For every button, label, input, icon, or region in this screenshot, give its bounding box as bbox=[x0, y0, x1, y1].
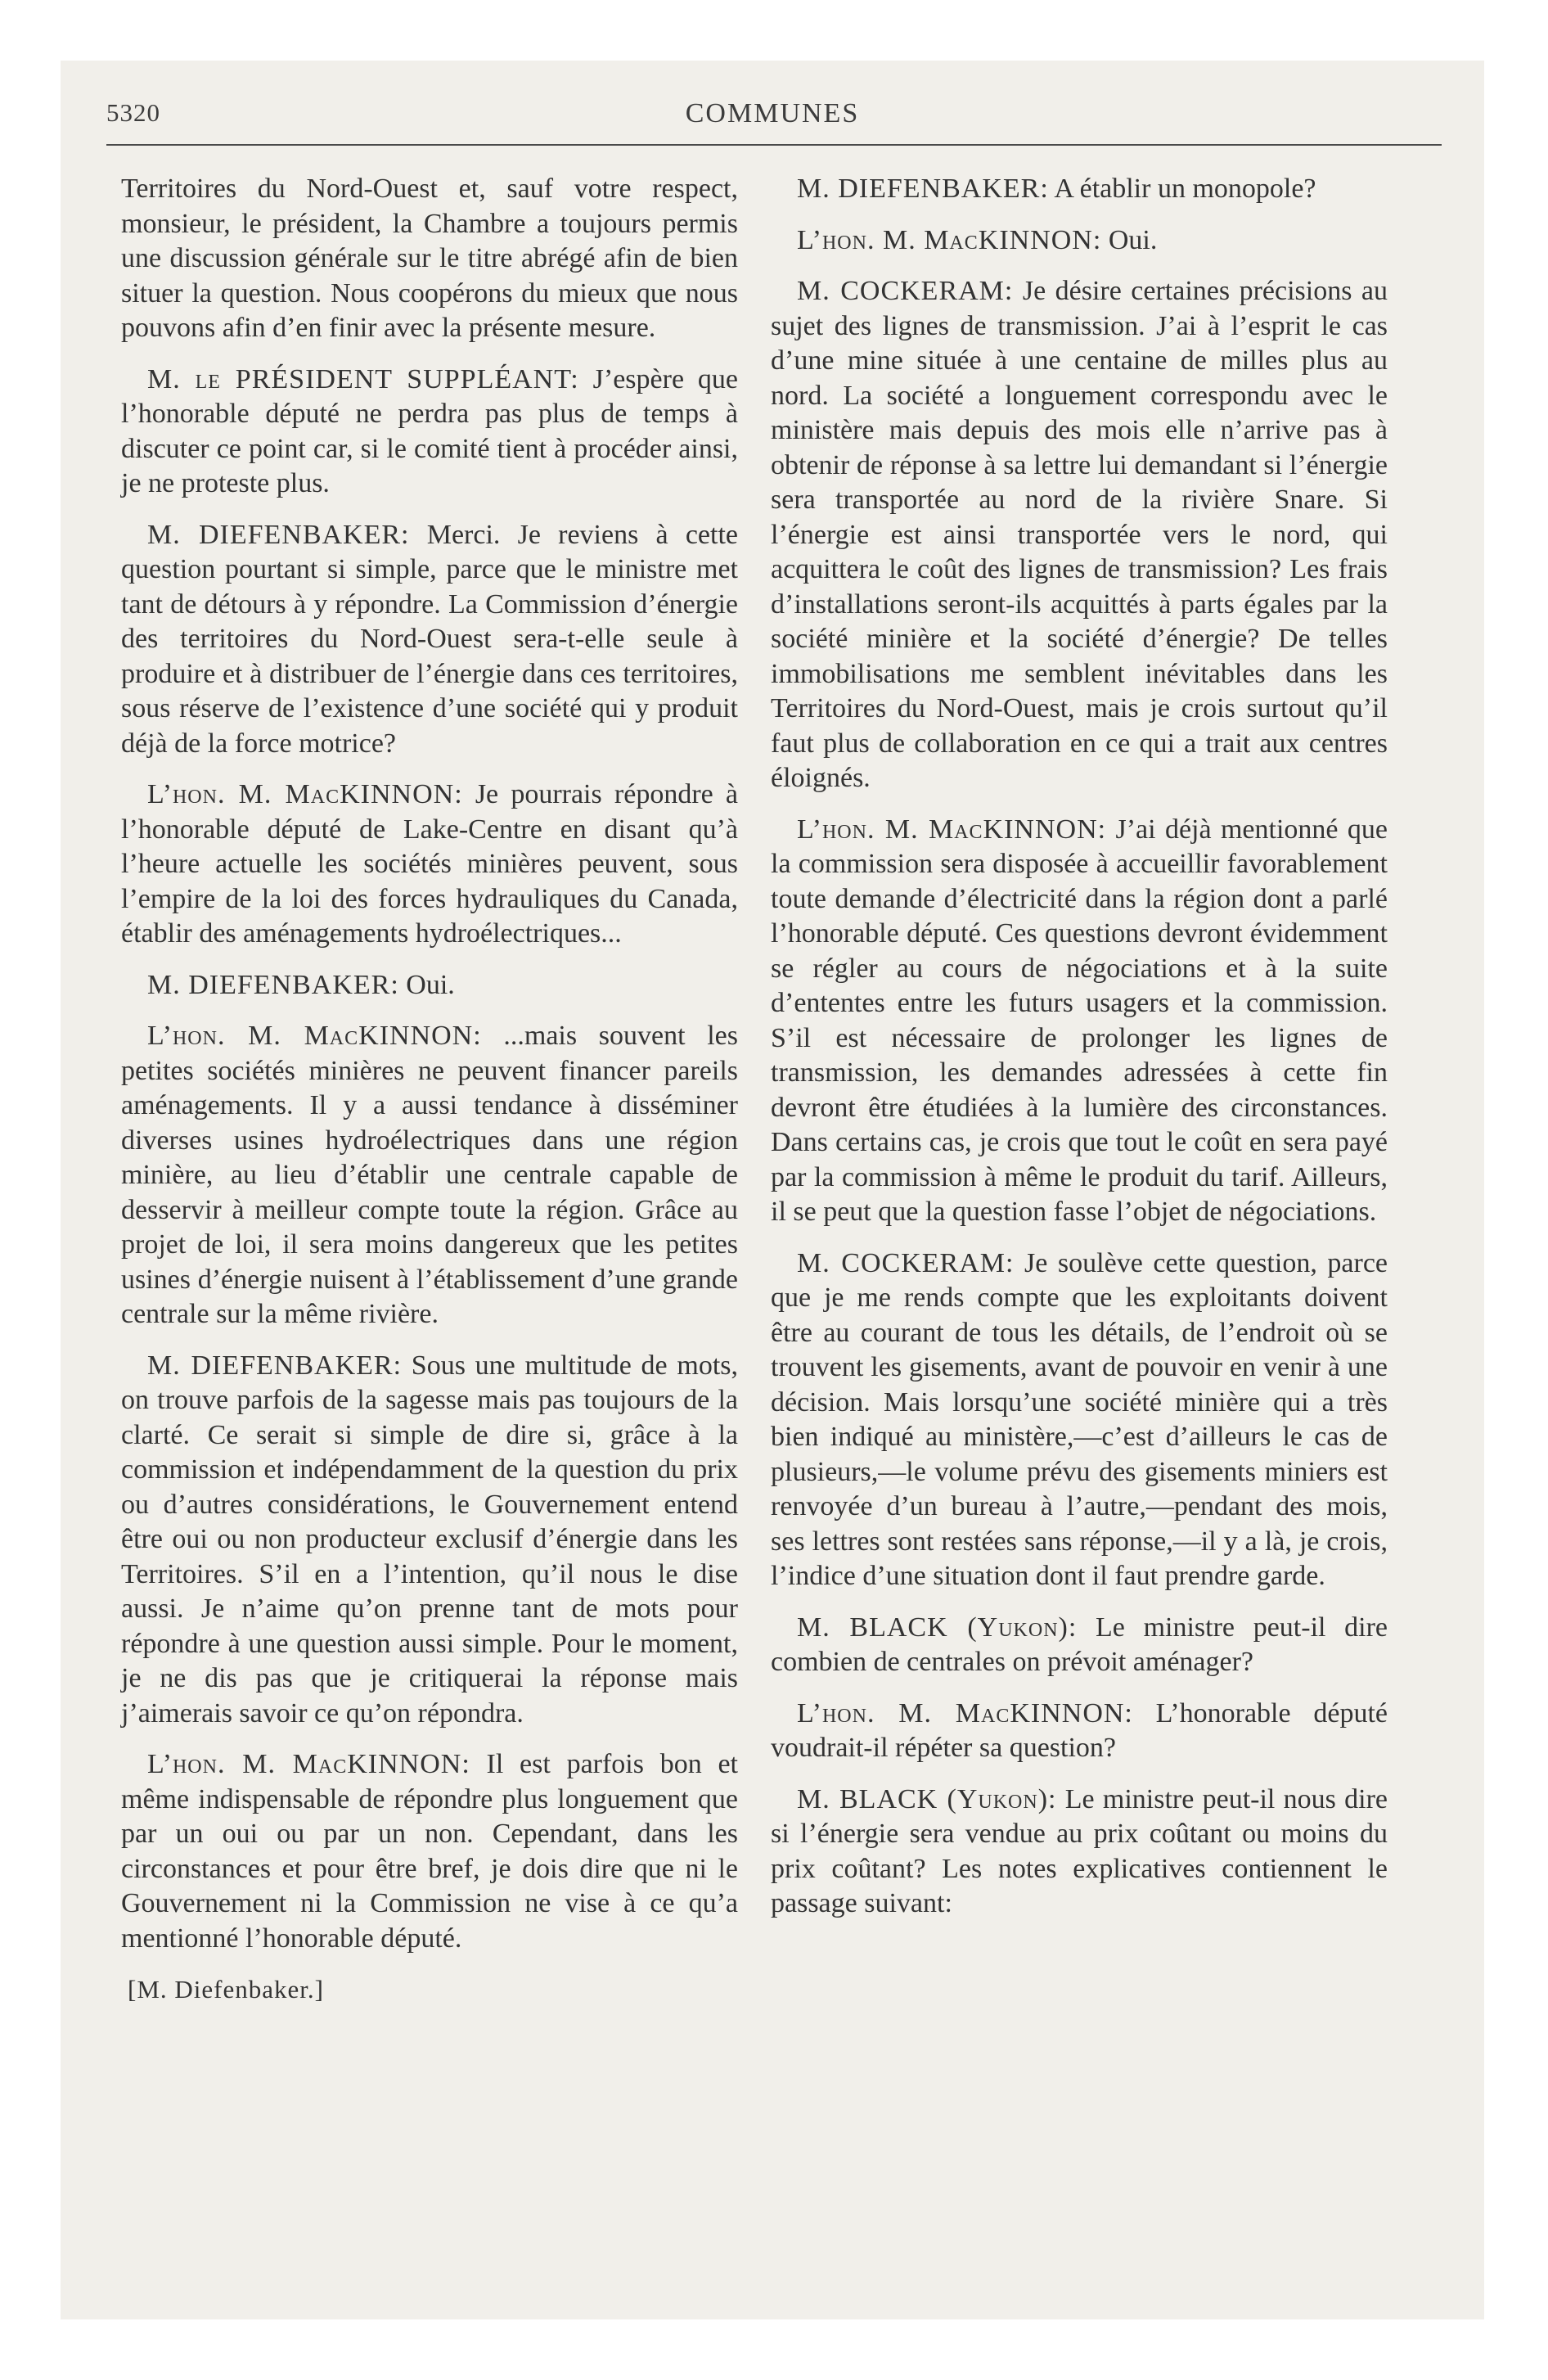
speaker-name: L’hon. M. MacKINNON: bbox=[797, 224, 1102, 255]
paragraph bbox=[121, 1349, 738, 1732]
paragraph bbox=[771, 223, 1388, 259]
paragraph-text: L’honorable député voudrait-il répéter sa question? bbox=[771, 1697, 1388, 1763]
speaker-name: M. BLACK (Yukon): bbox=[797, 1611, 1078, 1643]
paragraph bbox=[121, 1747, 738, 1956]
paragraph bbox=[771, 1246, 1388, 1594]
paragraph bbox=[771, 1697, 1388, 1766]
paragraph-text: Le ministre peut-il dire combien de centrales on prévoit aménager? bbox=[771, 1611, 1388, 1677]
paragraph-text: Je soulève cette question, parce que je me rends compte que les exploitants doivent être au courant de tous les détails, de l’endroit où se trouvent les gisements, avant de pouvoir en venir à une décision. Mais lorsqu’une société minière qui a très bien indiqué au ministère,—c’est d’ailleurs le cas de plusieurs,—le volume prévu des gisements miniers est renvoyée d’un bureau à l’autre,—pendant des mois, ses lettres sont restées sans réponse,—il y a là, je crois, l’indice d’une situation dont il faut prendre garde. bbox=[771, 1247, 1388, 1591]
paragraph-text: Oui. bbox=[406, 969, 455, 1000]
paragraph-text: A établir un monopole? bbox=[1054, 174, 1316, 204]
speaker-name: L’hon. M. MacKINNON: bbox=[147, 779, 463, 809]
right-column bbox=[771, 172, 1388, 1938]
paragraph-text: J’espère que l’honorable député ne perdra pas plus de temps à discuter ce point car, si le comité tient à procéder ainsi, je ne proteste plus. bbox=[121, 363, 739, 498]
page-number: 5320 bbox=[106, 98, 160, 127]
running-head: COMMUNES bbox=[685, 98, 860, 128]
speaker-footer-reference: [M. Diefenbaker.] bbox=[128, 1975, 324, 2004]
scanned-page bbox=[61, 61, 1484, 2319]
paragraph-text: J’ai déjà mentionné que la commission sera disposée à accueillir favorablement toute demande d’électricité dans la région dont a parlé l’honorable député. Ces questions devront évidemment se régler au cours de négociations et à la suite d’ententes entre les futurs usagers et la commission. S’il est nécessaire de prolonger les lignes de transmission, les demandes adressées à cette fin devront être étudiées à la lumière des circonstances. Dans certains cas, je crois que tout le coût en sera payé par la commission à même le produit du tarif. Ailleurs, il se peut que la question fasse l’objet de négociations. bbox=[771, 814, 1388, 1227]
paragraph-text: Merci. Je reviens à cette question pourtant si simple, parce que le ministre met tant de détours à y répondre. La Commission d’énergie des territoires du Nord-Ouest sera-t-elle seule à produire et à distribuer de l’énergie dans ces territoires, sous réserve de l’existence d’une société qui y produit déjà de la force motrice? bbox=[121, 519, 738, 759]
speaker-name: M. DIEFENBAKER: bbox=[797, 174, 1049, 204]
speaker-name: L’hon. M. MacKINNON: bbox=[147, 1021, 482, 1051]
paragraph-text: Le ministre peut-il nous dire si l’énergie sera vendue au prix coûtant ou moins du prix coûtant? Les notes explicatives contiennent le passage suivant: bbox=[771, 1783, 1388, 1918]
paragraph-text: Territoires du Nord-Ouest et, sauf votre respect, monsieur, le président, la Chambre a toujours permis une discussion générale sur le titre abrégé afin de bien situer la question. Nous coopérons du mieux que nous pouvons afin d’en finir avec la présente mesure. bbox=[121, 174, 738, 343]
paragraph bbox=[771, 813, 1388, 1230]
paragraph-text: Je pourrais répondre à l’honorable député de Lake-Centre en disant qu’à l’heure actuelle les sociétés minières peuvent, sous l’empire de la loi des forces hydrauliques du Canada, établir des aménagements hydroélectriques... bbox=[121, 779, 738, 949]
paragraph-text: Il est parfois bon et même indispensable de répondre plus longuement que par un oui ou par un non. Cependant, dans les circonstances et pour être bref, je dois dire que ni le Gouvernement ni la Commission ne vise à ce qu’a mentionné l’honorable député. bbox=[121, 1749, 738, 1954]
speaker-name: M. COCKERAM: bbox=[797, 276, 1014, 306]
speaker-name: M. DIEFENBAKER: bbox=[147, 519, 410, 550]
paragraph bbox=[771, 1783, 1388, 1922]
paragraph bbox=[121, 172, 738, 346]
paragraph-text: ...mais souvent les petites sociétés minières ne peuvent financer pareils aménagements. Il y a aussi tendance à disséminer diverses usines hydroélectriques dans une région minière, au lieu d’établir une centrale capable de desservir à meilleur compte toute la région. Grâce au projet de loi, il sera moins dangereux que les petites usines d’énergie nuisent à l’établissement d’une grande centrale sur la même rivière. bbox=[121, 1021, 738, 1329]
paragraph bbox=[771, 1611, 1388, 1680]
speaker-name: M. COCKERAM: bbox=[797, 1247, 1015, 1278]
speaker-name: M. BLACK (Yukon): bbox=[797, 1783, 1057, 1814]
paragraph bbox=[771, 172, 1388, 207]
paragraph bbox=[121, 778, 738, 952]
speaker-name: M. DIEFENBAKER: bbox=[147, 1350, 403, 1381]
speaker-name: M. DIEFENBAKER: bbox=[147, 969, 399, 1000]
paragraph bbox=[121, 363, 738, 502]
paragraph-text: Oui. bbox=[1108, 224, 1158, 255]
speaker-name: M. le PRÉSIDENT SUPPLÉANT: bbox=[147, 363, 579, 394]
header-rule bbox=[106, 144, 1442, 146]
paragraph bbox=[121, 968, 738, 1003]
paragraph bbox=[771, 274, 1388, 796]
speaker-name: L’hon. M. MacKINNON: bbox=[797, 814, 1107, 845]
paragraph-text: Sous une multitude de mots, on trouve parfois de la sagesse mais pas toujours de la clarté. Ce serait si simple de dire si, grâce à la commission et indépendamment de la question du prix ou d’autres considérations, le Gouvernement entend être oui ou non producteur exclusif d’énergie dans les Territoires. S’il en a l’intention, qu’il nous le dise aussi. Je n’aime qu’on prenne tant de mots pour répondre à une question aussi simple. Pour le moment, je ne dis pas que je critiquerai la réponse mais j’aimerais savoir ce qu’on répondra. bbox=[121, 1350, 738, 1729]
speaker-name: L’hon. M. MacKINNON: bbox=[147, 1749, 470, 1779]
paragraph bbox=[121, 518, 738, 762]
paragraph bbox=[121, 1019, 738, 1332]
paragraph-text: Je désire certaines précisions au sujet des lignes de transmission. J’ai à l’esprit le cas d’une mine située à une centaine de milles plus au nord. La société a longuement correspondu avec le ministère mais depuis des mois elle n’arrive pas à obtenir de réponse à sa lettre lui demandant si l’énergie sera transportée au nord de la rivière Snare. Si l’énergie est ainsi transportée vers le nord, qui acquittera le coût des lignes de transmission? Les frais d’installations seront-ils acquittés à parts égales par la société minière et la société d’énergie? De telles immobilisations me semblent inévitables dans les Territoires du Nord-Ouest, mais je crois surtout qu’il faut plus de collaboration en ce qui a trait aux centres éloignés. bbox=[771, 276, 1388, 793]
left-column bbox=[121, 172, 738, 2008]
speaker-name: L’hon. M. MacKINNON: bbox=[797, 1697, 1133, 1729]
